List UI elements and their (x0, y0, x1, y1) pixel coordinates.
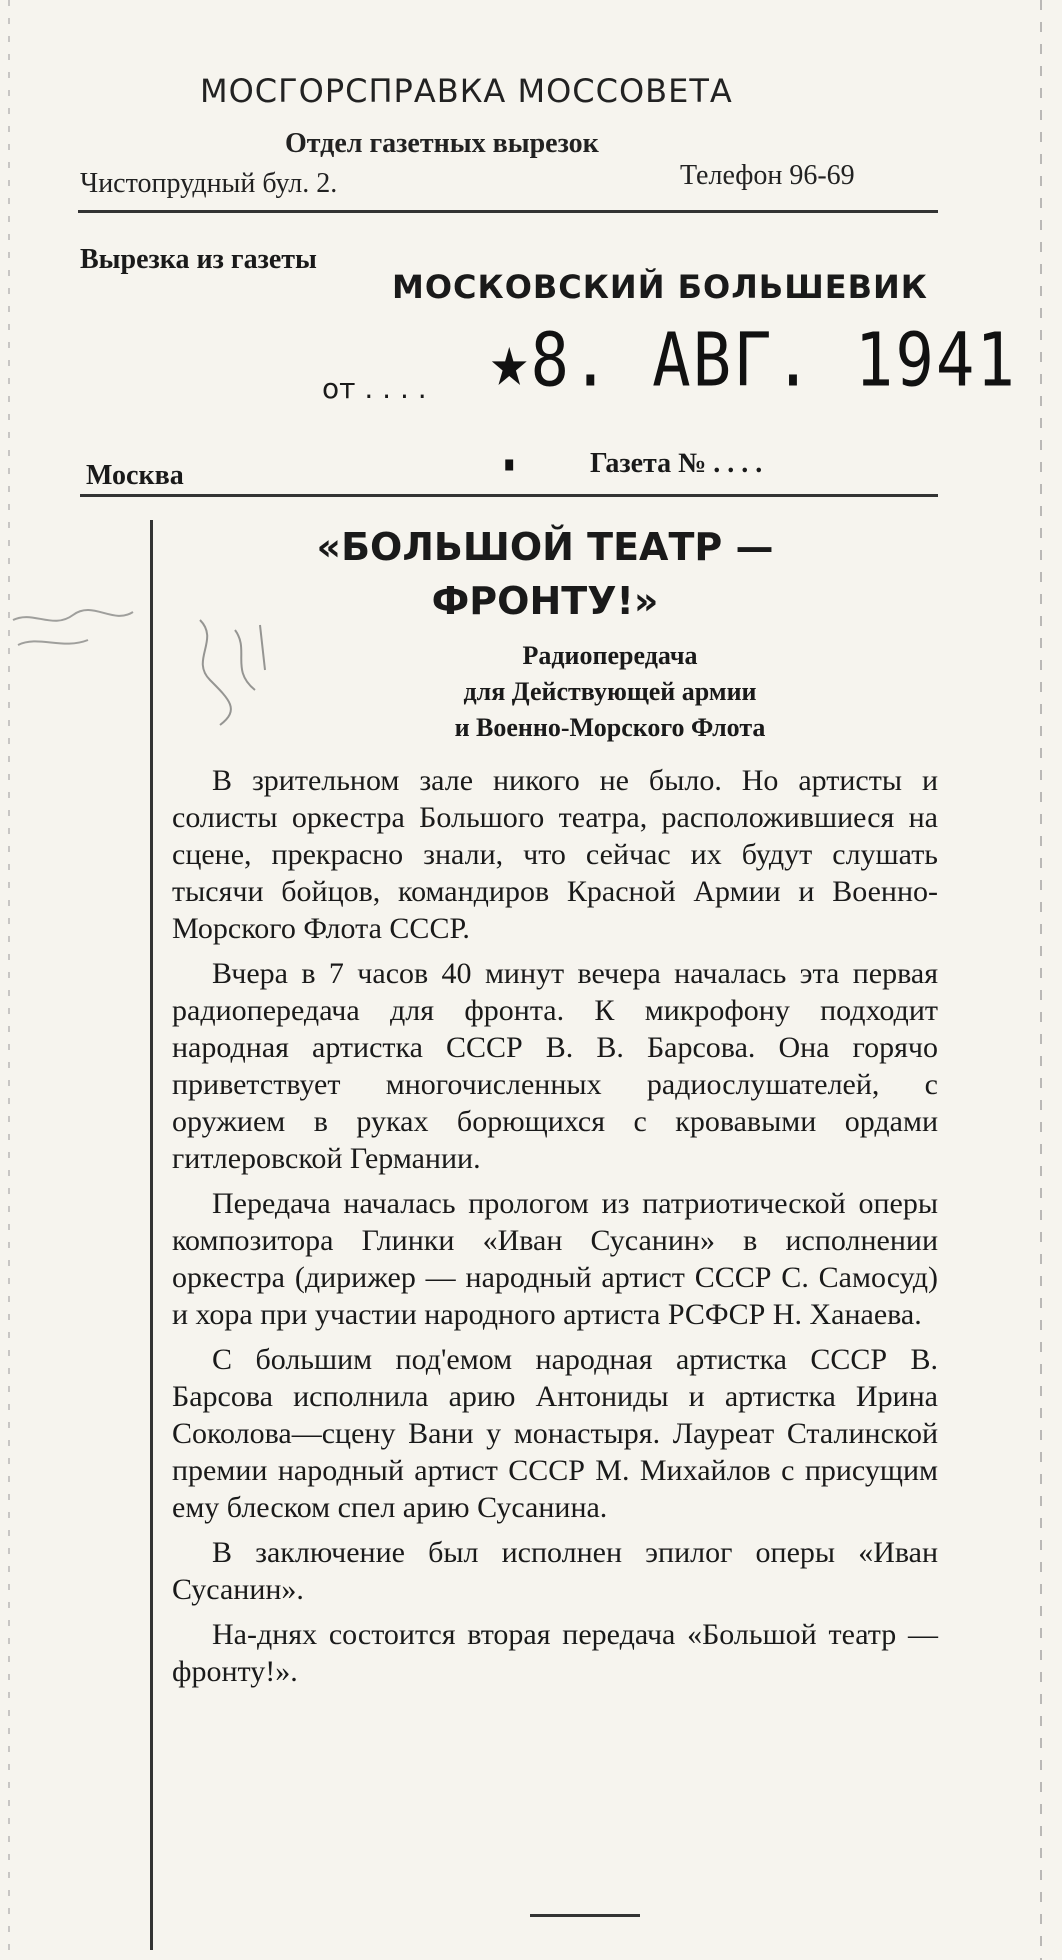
headline-line-1: «БОЛЬШОЙ ТЕАТР — (316, 525, 774, 569)
left-edge-noise (8, 0, 10, 1960)
stamp-department: Отдел газетных вырезок (285, 128, 599, 159)
right-edge-noise (1040, 0, 1042, 1960)
header-divider (80, 494, 938, 497)
from-label: от . . . . (322, 372, 427, 405)
clipping-label: Вырезка из газеты (80, 244, 317, 275)
subheading-line-3: и Военно-Морского Флота (454, 713, 766, 742)
paragraph: В зрительном зале никого не было. Но артисты и солисты оркестра Большого театра, расположившиеся на сцене, прекрасно знали, что сейчас их будут слушать тысячи бойцов, командиров Красной Армии и Военно-Морского Флота СССР. (172, 764, 938, 945)
date-stamp: ★8. АВГ. 1941 . (490, 318, 1017, 490)
stamp-phone: Телефон 96-69 (680, 160, 855, 191)
handwritten-mark (180, 610, 290, 730)
paragraph: Передача началась прологом из патриотической оперы композитора Глинки «Иван Сусанин» в исполнении оркестра (дирижер — народный артист СССР С. Самосуд) и хора при участии народного артиста РСФСР Н. Ханаева. (172, 1187, 938, 1331)
paragraph: В заключение был исполнен эпилог оперы «Иван Сусанин». (172, 1536, 938, 1606)
paragraph: С большим под'емом народная артистка СССР В. Барсова исполнила арию Антониды и артистка Ирина Соколова—сцену Вани у монастыря. Лауреат Сталинской премии народный артист СССР М. Михайлов с присущим ему блеском спел арию Сусанина. (172, 1343, 938, 1524)
issue-label: Газета № . . . . (590, 448, 763, 479)
stamp-divider (78, 210, 938, 213)
article-subheading (330, 638, 890, 746)
article-headline (170, 520, 920, 628)
stamp-title: МОСГОРСПРАВКА МОССОВЕТА (200, 72, 733, 110)
article-body (172, 762, 938, 1698)
subheading-line-2: для Действующей армии (463, 677, 757, 706)
stamp-address: Чистопрудный бул. 2. (80, 168, 338, 199)
clipping-border-left (150, 520, 153, 1950)
subheading-line-1: Радиопередача (522, 641, 698, 670)
city-label: Москва (86, 460, 184, 491)
headline-line-2: ФРОНТУ!» (431, 579, 659, 623)
newspaper-name: МОСКОВСКИЙ БОЛЬШЕВИК (392, 268, 928, 306)
handwritten-mark-left (8, 600, 138, 660)
article-end-rule (530, 1914, 640, 1917)
paragraph: На-днях состоится вторая передача «Большой театр — фронту!». (172, 1618, 938, 1688)
paragraph: Вчера в 7 часов 40 минут вечера началась эта первая радиопередача для фронта. К микрофону подходит народная артистка СССР В. В. Барсова. Она горячо приветствует многочисленных радиослушателей, с оружием в руках борющихся с кровавыми ордами гитлеровской Германии. (172, 957, 938, 1175)
